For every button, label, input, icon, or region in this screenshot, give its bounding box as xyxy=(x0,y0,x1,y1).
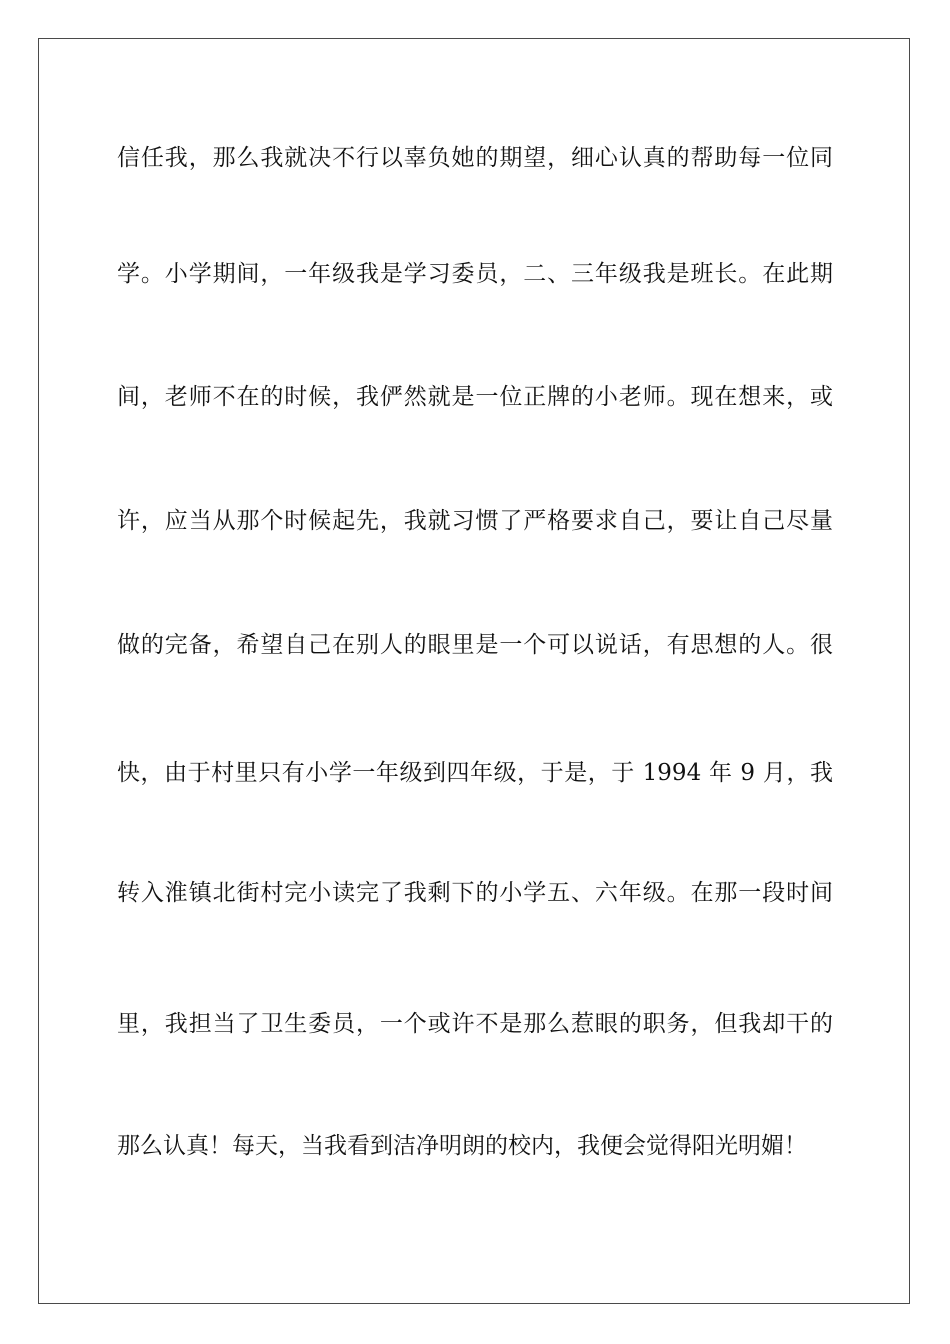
text-line: 信任我，那么我就决不行以辜负她的期望，细心认真的帮助每一位同 xyxy=(117,145,833,171)
text-line: 转入淮镇北街村完小读完了我剩下的小学五、六年级。在那一段时间 xyxy=(117,880,833,906)
text-line: 里，我担当了卫生委员，一个或许不是那么惹眼的职务，但我却干的 xyxy=(117,1011,833,1037)
page-border xyxy=(38,38,910,1304)
text-line: 许，应当从那个时候起先，我就习惯了严格要求自己，要让自己尽量 xyxy=(117,508,833,534)
text-line: 学。小学期间，一年级我是学习委员，二、三年级我是班长。在此期 xyxy=(117,261,833,287)
text-line: 间，老师不在的时候，我俨然就是一位正牌的小老师。现在想来，或 xyxy=(117,384,833,410)
text-line: 快，由于村里只有小学一年级到四年级，于是，于 1994 年 9 月，我 xyxy=(117,760,833,786)
text-line: 那么认真！每天，当我看到洁净明朗的校内，我便会觉得阳光明媚！ xyxy=(117,1133,807,1159)
text-line: 做的完备，希望自己在别人的眼里是一个可以说话，有思想的人。很 xyxy=(117,632,833,658)
